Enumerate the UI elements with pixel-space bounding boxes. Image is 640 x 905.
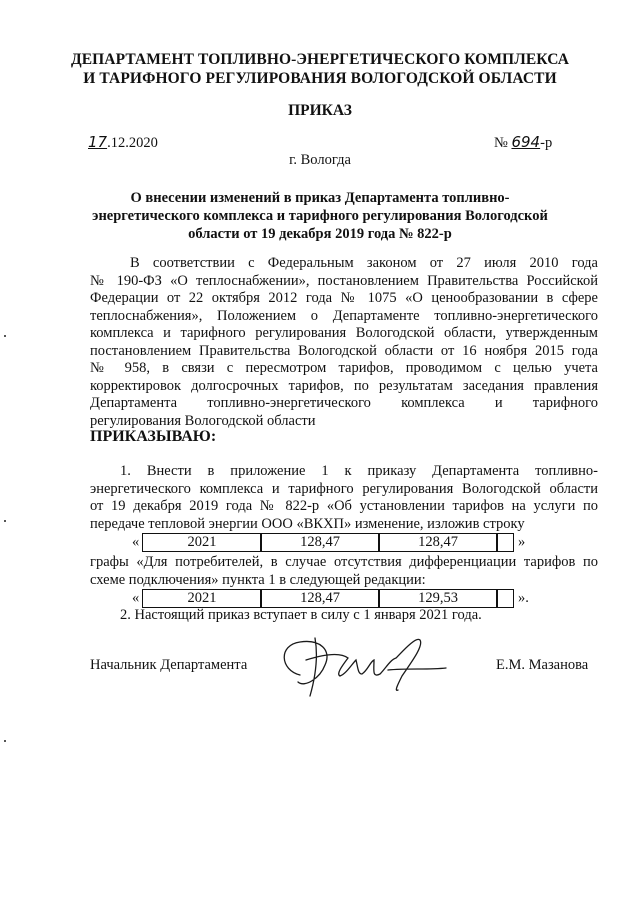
city: г. Вологда [289,152,351,168]
table-cell-tariff-2: 129,53 [378,589,498,608]
preamble-line: Департамента топливно-энергетического комплекса и тарифного [90,395,598,411]
document-type: ПРИКАЗ [288,102,352,119]
preamble-line: комплекса и тарифного регулирования Вологодской области, утвержденным [90,325,598,341]
quote-close: ». [518,590,529,606]
department-line-2: И ТАРИФНОГО РЕГУЛИРОВАНИЯ ВОЛОГОДСКОЙ ОБЛАСТИ [83,70,557,87]
order-word: ПРИКАЗЫВАЮ: [90,428,217,445]
subject-line-1: О внесении изменений в приказ Департамента топливно- [130,190,510,206]
scan-mark [4,740,6,742]
signer-position: Начальник Департамента [90,657,248,673]
scan-mark [4,335,6,337]
signer-name: Е.М. Мазанова [496,657,589,673]
item-1-line: энергетического комплекса и тарифного регулирования Вологодской области [90,480,598,497]
quote-close: » [518,534,526,550]
order-date [88,133,158,152]
scan-mark [4,520,6,522]
preamble-line: Федерации от 22 октября 2012 года № 1075 «О ценообразовании в сфере [90,290,598,306]
handwritten-signature [270,630,470,700]
item-1-paragraph [90,463,598,533]
item-1-line: 1. Внести в приложение 1 к приказу Департамента топливно- [120,463,598,479]
preamble-line: № 958, в связи с пересмотром тарифов, проводимом с целью учета [90,360,598,376]
order-subject [90,189,550,243]
item-2: 2. Настоящий приказ вступает в силу с 1 января 2021 года. [120,607,482,623]
number-suffix: -р [540,135,553,151]
subject-line-3: области от 19 декабря 2019 года № 822-р [188,226,452,242]
table-cell-tariff-1: 128,47 [260,533,380,552]
preamble-line: № 190-ФЗ «О теплоснабжении», постановлением Правительства Российской [90,272,598,289]
table-cell-tariff-1: 128,47 [260,589,380,608]
between-line: схеме подключения» пункта 1 в следующей редакции: [90,571,426,588]
table-row-new [132,589,529,608]
item-1-line: от 19 декабря 2019 года № 822-р «Об установлении тарифов на услуги по [90,498,598,514]
department-name [0,50,640,88]
between-line: графы «Для потребителей, в случае отсутствия дифференциации тарифов по [90,554,598,570]
number-prefix: № [494,135,508,151]
preamble-line: регулирования Вологодской области [90,412,316,429]
table-cell-year: 2021 [142,533,262,552]
preamble-line: корректировок долгосрочных тарифов, по результатам заседания правления [90,377,598,394]
preamble-line: теплоснабжения», Положением о Департаменте топливно-энергетического [90,307,598,324]
table-cell-year: 2021 [142,589,262,608]
table-cell-tariff-2: 128,47 [378,533,498,552]
date-day-handwritten: 17 [88,133,108,151]
department-line-1: ДЕПАРТАМЕНТ ТОПЛИВНО-ЭНЕРГЕТИЧЕСКОГО КОМПЛЕКСА [70,51,570,68]
date-rest: .12.2020 [107,135,158,151]
quote-open: « [132,534,140,550]
between-tables-text [90,554,598,589]
preamble-line: В соответствии с Федеральным законом от 27 июля 2010 года [130,255,598,271]
quote-open: « [132,590,140,606]
table-row-old [132,533,526,552]
number-handwritten: 694 [511,133,541,151]
item-1-line: передаче тепловой энергии ООО «ВКХП» изменение, изложив строку [90,515,525,532]
preamble-paragraph [90,255,598,430]
preamble-line: постановлением Правительства Вологодской области от 16 ноября 2015 года [90,342,598,359]
subject-line-2: энергетического комплекса и тарифного регулирования Вологодской [92,208,548,224]
order-number [494,133,552,152]
